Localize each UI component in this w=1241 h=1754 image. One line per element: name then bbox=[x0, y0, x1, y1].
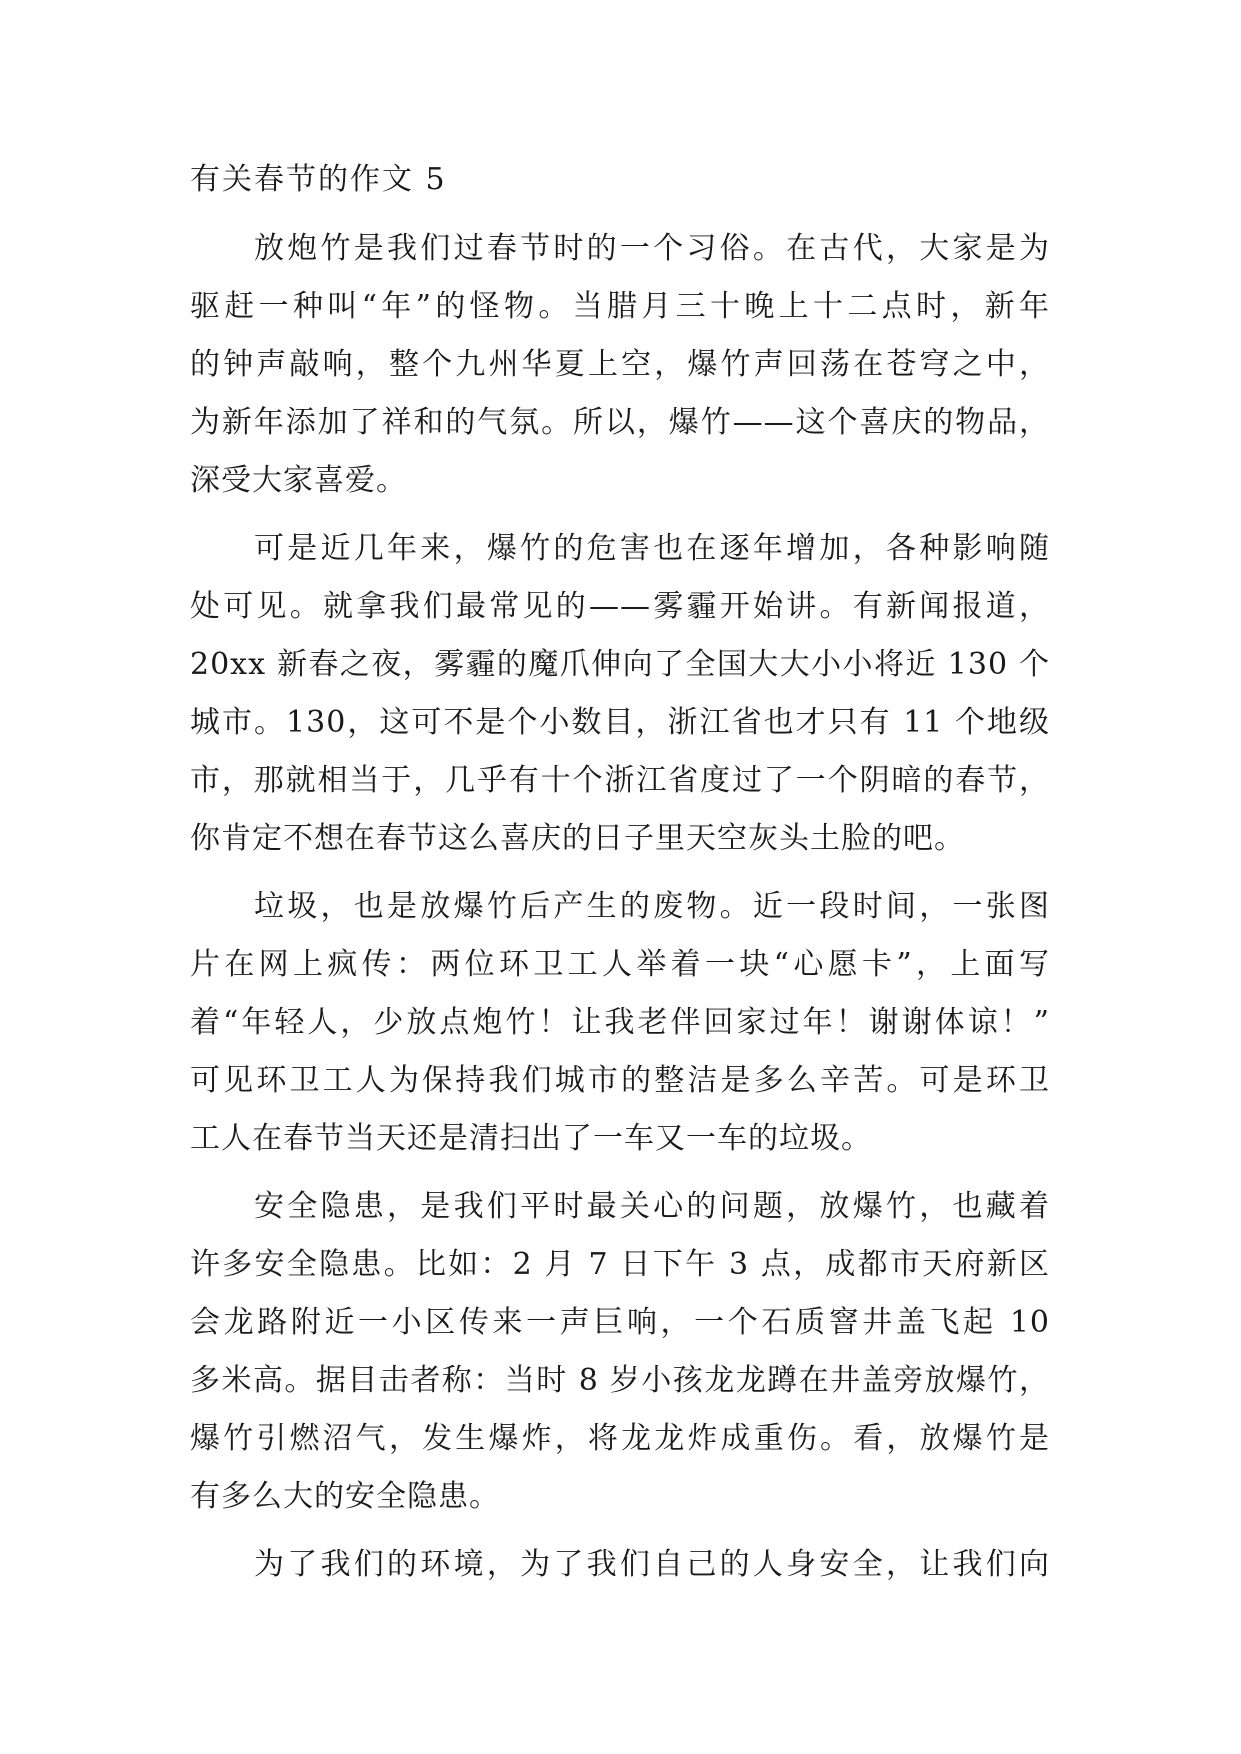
text-line: 市，那就相当于，几乎有十个浙江省度过了一个阴暗的春节， bbox=[190, 763, 1050, 798]
text-line: 有多么大的安全隐患。 bbox=[190, 1479, 500, 1514]
text-line: 深受大家喜爱。 bbox=[190, 463, 407, 498]
text-line: 许多安全隐患。比如：2 月 7 日下午 3 点，成都市天府新区 bbox=[190, 1247, 1050, 1282]
paragraph-2 bbox=[190, 520, 1050, 868]
text-line: 20xx 新春之夜，雾霾的魔爪伸向了全国大大小小将近 130 个 bbox=[190, 647, 1050, 682]
text-line: 的钟声敲响，整个九州华夏上空，爆竹声回荡在苍穹之中， bbox=[190, 347, 1050, 382]
text-line: 安全隐患，是我们平时最关心的问题，放爆竹，也藏着 bbox=[254, 1189, 1050, 1224]
text-line: 城市。130，这可不是个小数目，浙江省也才只有 11 个地级 bbox=[190, 705, 1050, 740]
paragraph-5 bbox=[190, 1536, 1050, 1594]
text-line: 放炮竹是我们过春节时的一个习俗。在古代，大家是为 bbox=[254, 231, 1050, 266]
text-line: 可见环卫工人为保持我们城市的整洁是多么辛苦。可是环卫 bbox=[190, 1063, 1050, 1098]
text-line: 驱赶一种叫“年”的怪物。当腊月三十晚上十二点时，新年 bbox=[190, 289, 1050, 324]
paragraph-1 bbox=[190, 220, 1050, 510]
text-line: 多米高。据目击者称：当时 8 岁小孩龙龙蹲在井盖旁放爆竹， bbox=[190, 1363, 1050, 1398]
paragraph-4 bbox=[190, 1178, 1050, 1526]
text-line: 为新年添加了祥和的气氛。所以，爆竹——这个喜庆的物品， bbox=[190, 405, 1050, 440]
text-line: 爆竹引燃沼气，发生爆炸，将龙龙炸成重伤。看，放爆竹是 bbox=[190, 1421, 1050, 1456]
paragraph-3 bbox=[190, 878, 1050, 1168]
text-line: 片在网上疯传：两位环卫工人举着一块“心愿卡”，上面写 bbox=[190, 947, 1050, 982]
text-line: 处可见。就拿我们最常见的——雾霾开始讲。有新闻报道， bbox=[190, 589, 1050, 624]
text-line: 会龙路附近一小区传来一声巨响，一个石质窨井盖飞起 10 bbox=[190, 1305, 1050, 1340]
document-body bbox=[190, 220, 1050, 1604]
text-line: 着“年轻人，少放点炮竹！让我老伴回家过年！谢谢体谅！” bbox=[190, 1005, 1050, 1040]
text-line: 工人在春节当天还是清扫出了一车又一车的垃圾。 bbox=[190, 1121, 872, 1156]
text-line: 为了我们的环境，为了我们自己的人身安全，让我们向 bbox=[254, 1547, 1050, 1582]
document-title: 有关春节的作文 5 bbox=[190, 162, 447, 197]
text-line: 你肯定不想在春节这么喜庆的日子里天空灰头土脸的吧。 bbox=[190, 821, 965, 856]
text-line: 可是近几年来，爆竹的危害也在逐年增加，各种影响随 bbox=[254, 531, 1050, 566]
text-line: 垃圾，也是放爆竹后产生的废物。近一段时间，一张图 bbox=[254, 889, 1050, 924]
